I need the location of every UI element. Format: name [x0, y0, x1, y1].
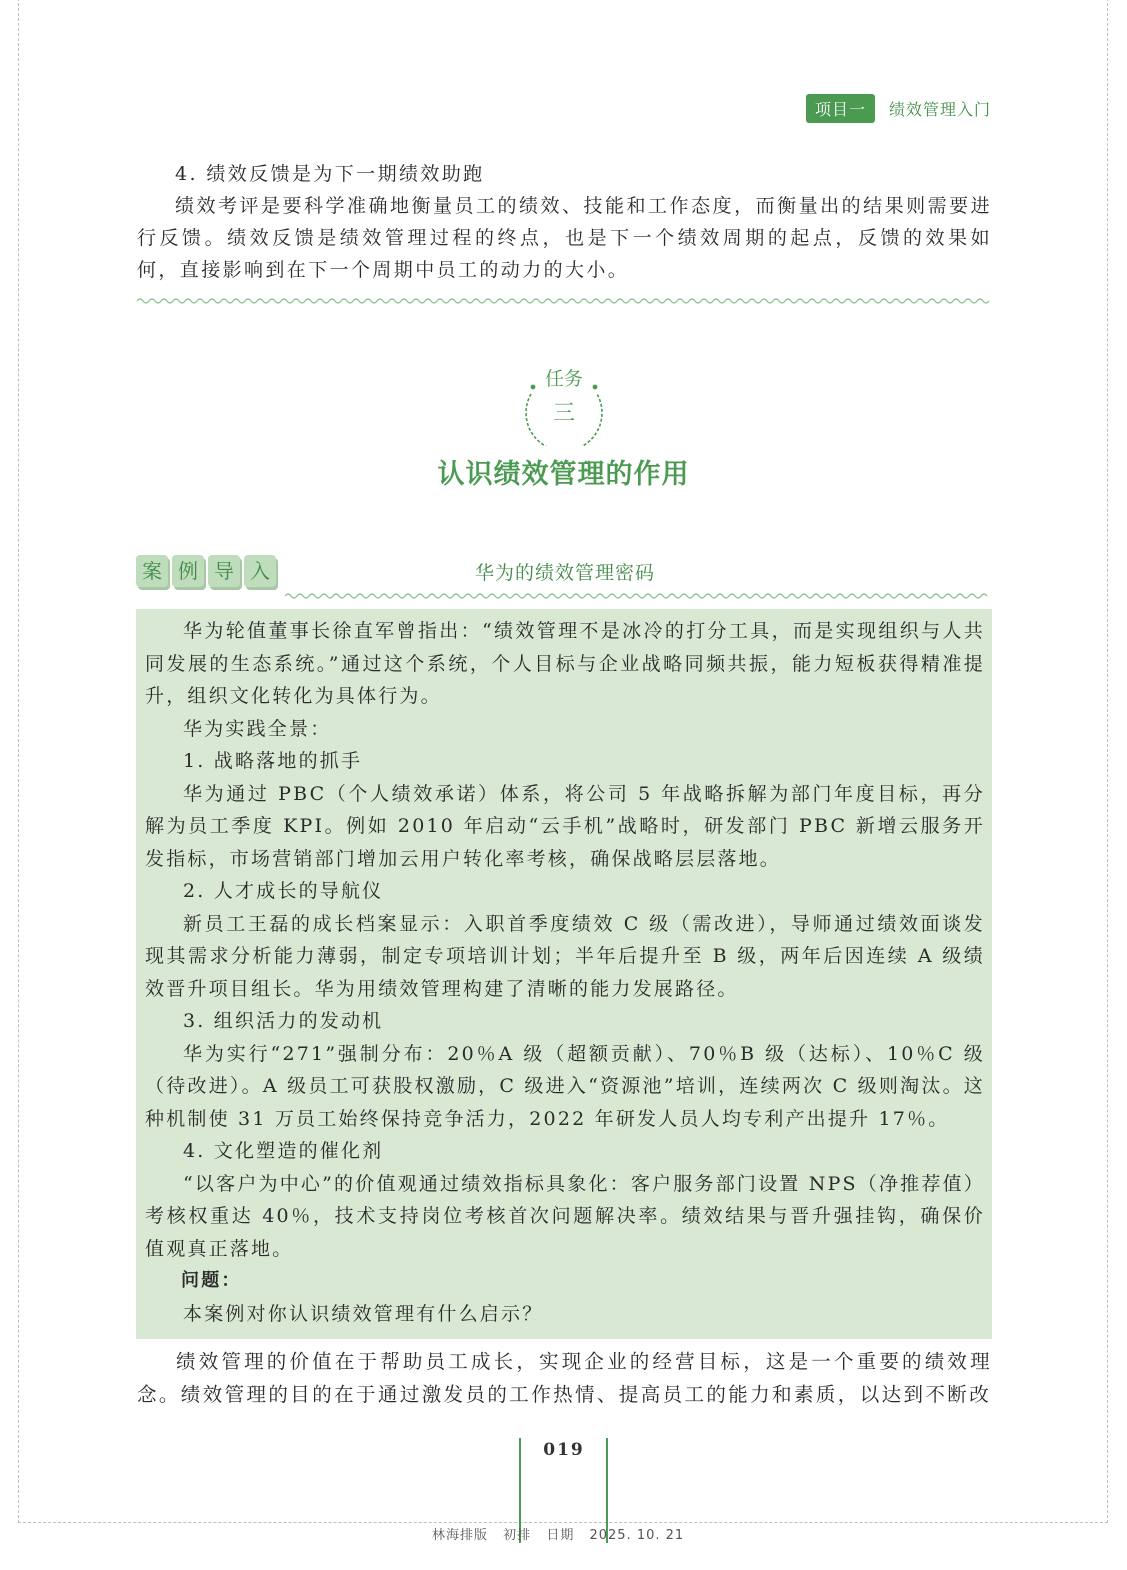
- question-text: 本案例对你认识绩效管理有什么启示？: [183, 1302, 544, 1325]
- project-title: 绩效管理入门: [888, 100, 991, 119]
- case-wave-divider: [285, 592, 992, 600]
- case-tab: 导: [208, 555, 240, 587]
- running-header: [806, 94, 991, 123]
- case-content: [145, 615, 985, 1330]
- case-item2-text: 新员工王磊的成长档案显示：入职首季度绩效 C 级（需改进），导师通过绩效面谈发现其需求分析能力薄弱，制定专项培训计划；半年后提升至 B 级，两年后因连续 A 级绩效晋升项目组长。华为用绩效管理构建了清晰的能力发展路径。: [145, 912, 985, 1000]
- intro-paragraph: 绩效考评是要科学准确地衡量员工的绩效、技能和工作态度，而衡量出的结果则需要进行反馈。绩效反馈是绩效管理过程的终点，也是下一个绩效周期的起点，反馈的效果如何，直接影响到在下一个周期中员工的动力的大小。: [137, 195, 992, 281]
- footer-date: 2025. 10. 21: [589, 1528, 685, 1543]
- case-tab: 案: [136, 555, 168, 587]
- wave-divider: [137, 297, 992, 305]
- case-intro-tabs: [136, 555, 276, 587]
- footer-stage: 初排: [503, 1528, 532, 1543]
- case-tab: 例: [172, 555, 204, 587]
- case-item4-heading: 4. 文化塑造的催化剂: [183, 1140, 384, 1162]
- case-overview-label: 华为实践全景：: [183, 717, 332, 740]
- section-title: 认识绩效管理的作用: [437, 459, 690, 490]
- case-item3-text: 华为实行“271”强制分布：20％A 级（超额贡献）、70％B 级（达标）、10％C 级（待改进）。A 级员工可获股权激励，C 级进入“资源池”培训，连续两次 C 级则淘汰。这种机制使 31 万员工始终保持竞争活力，2022 年研发人员人均专利产出提升 17％。: [145, 1042, 985, 1130]
- footer-typesetter: 林海排版: [432, 1528, 489, 1543]
- case-item3-heading: 3. 组织活力的发动机: [183, 1010, 384, 1032]
- print-footer: [432, 1524, 694, 1543]
- case-title: 华为的绩效管理密码: [474, 562, 655, 584]
- intro-section: [137, 158, 992, 286]
- task-label: 任务: [544, 368, 583, 390]
- task-number: 三: [552, 401, 575, 426]
- page-number: 019: [543, 1440, 585, 1460]
- intro-heading: 4. 绩效反馈是为下一期绩效助跑: [175, 163, 485, 185]
- case-item1-heading: 1. 战略落地的抓手: [183, 750, 363, 772]
- question-label: 问题：: [181, 1270, 242, 1291]
- case-item1-text: 华为通过 PBC（个人绩效承诺）体系，将公司 5 年战略拆解为部门年度目标，再分解为员工季度 KPI。例如 2010 年启动“云手机”战略时，研发部门 PBC 新增云服务开发指标，市场营销部门增加云用户转化率考核，确保战略层层落地。: [145, 782, 985, 870]
- body-section: [137, 1345, 992, 1411]
- project-tag: 项目一: [806, 94, 875, 123]
- case-tab: 入: [244, 555, 276, 587]
- case-item4-text: “以客户为中心”的价值观通过绩效指标具象化：客户服务部门设置 NPS（净推荐值）考核权重达 40％，技术支持岗位考核首次问题解决率。绩效结果与晋升强挂钩，确保价值观真正落地。: [145, 1172, 985, 1260]
- body-paragraph: 绩效管理的价值在于帮助员工成长，实现企业的经营目标，这是一个重要的绩效理念。绩效管理的目的在于通过激发员的工作热情、提高员工的能力和素质，以达到不断改: [137, 1350, 992, 1406]
- case-intro-paragraph: 华为轮值董事长徐直军曾指出：“绩效管理不是冰冷的打分工具，而是实现组织与人共同发展的生态系统。”通过这个系统，个人目标与企业战略同频共振，能力短板获得精准提升，组织文化转化为具体行为。: [145, 620, 985, 707]
- footer-date-label: 日期: [546, 1528, 575, 1543]
- case-item2-heading: 2. 人才成长的导航仪: [183, 880, 384, 902]
